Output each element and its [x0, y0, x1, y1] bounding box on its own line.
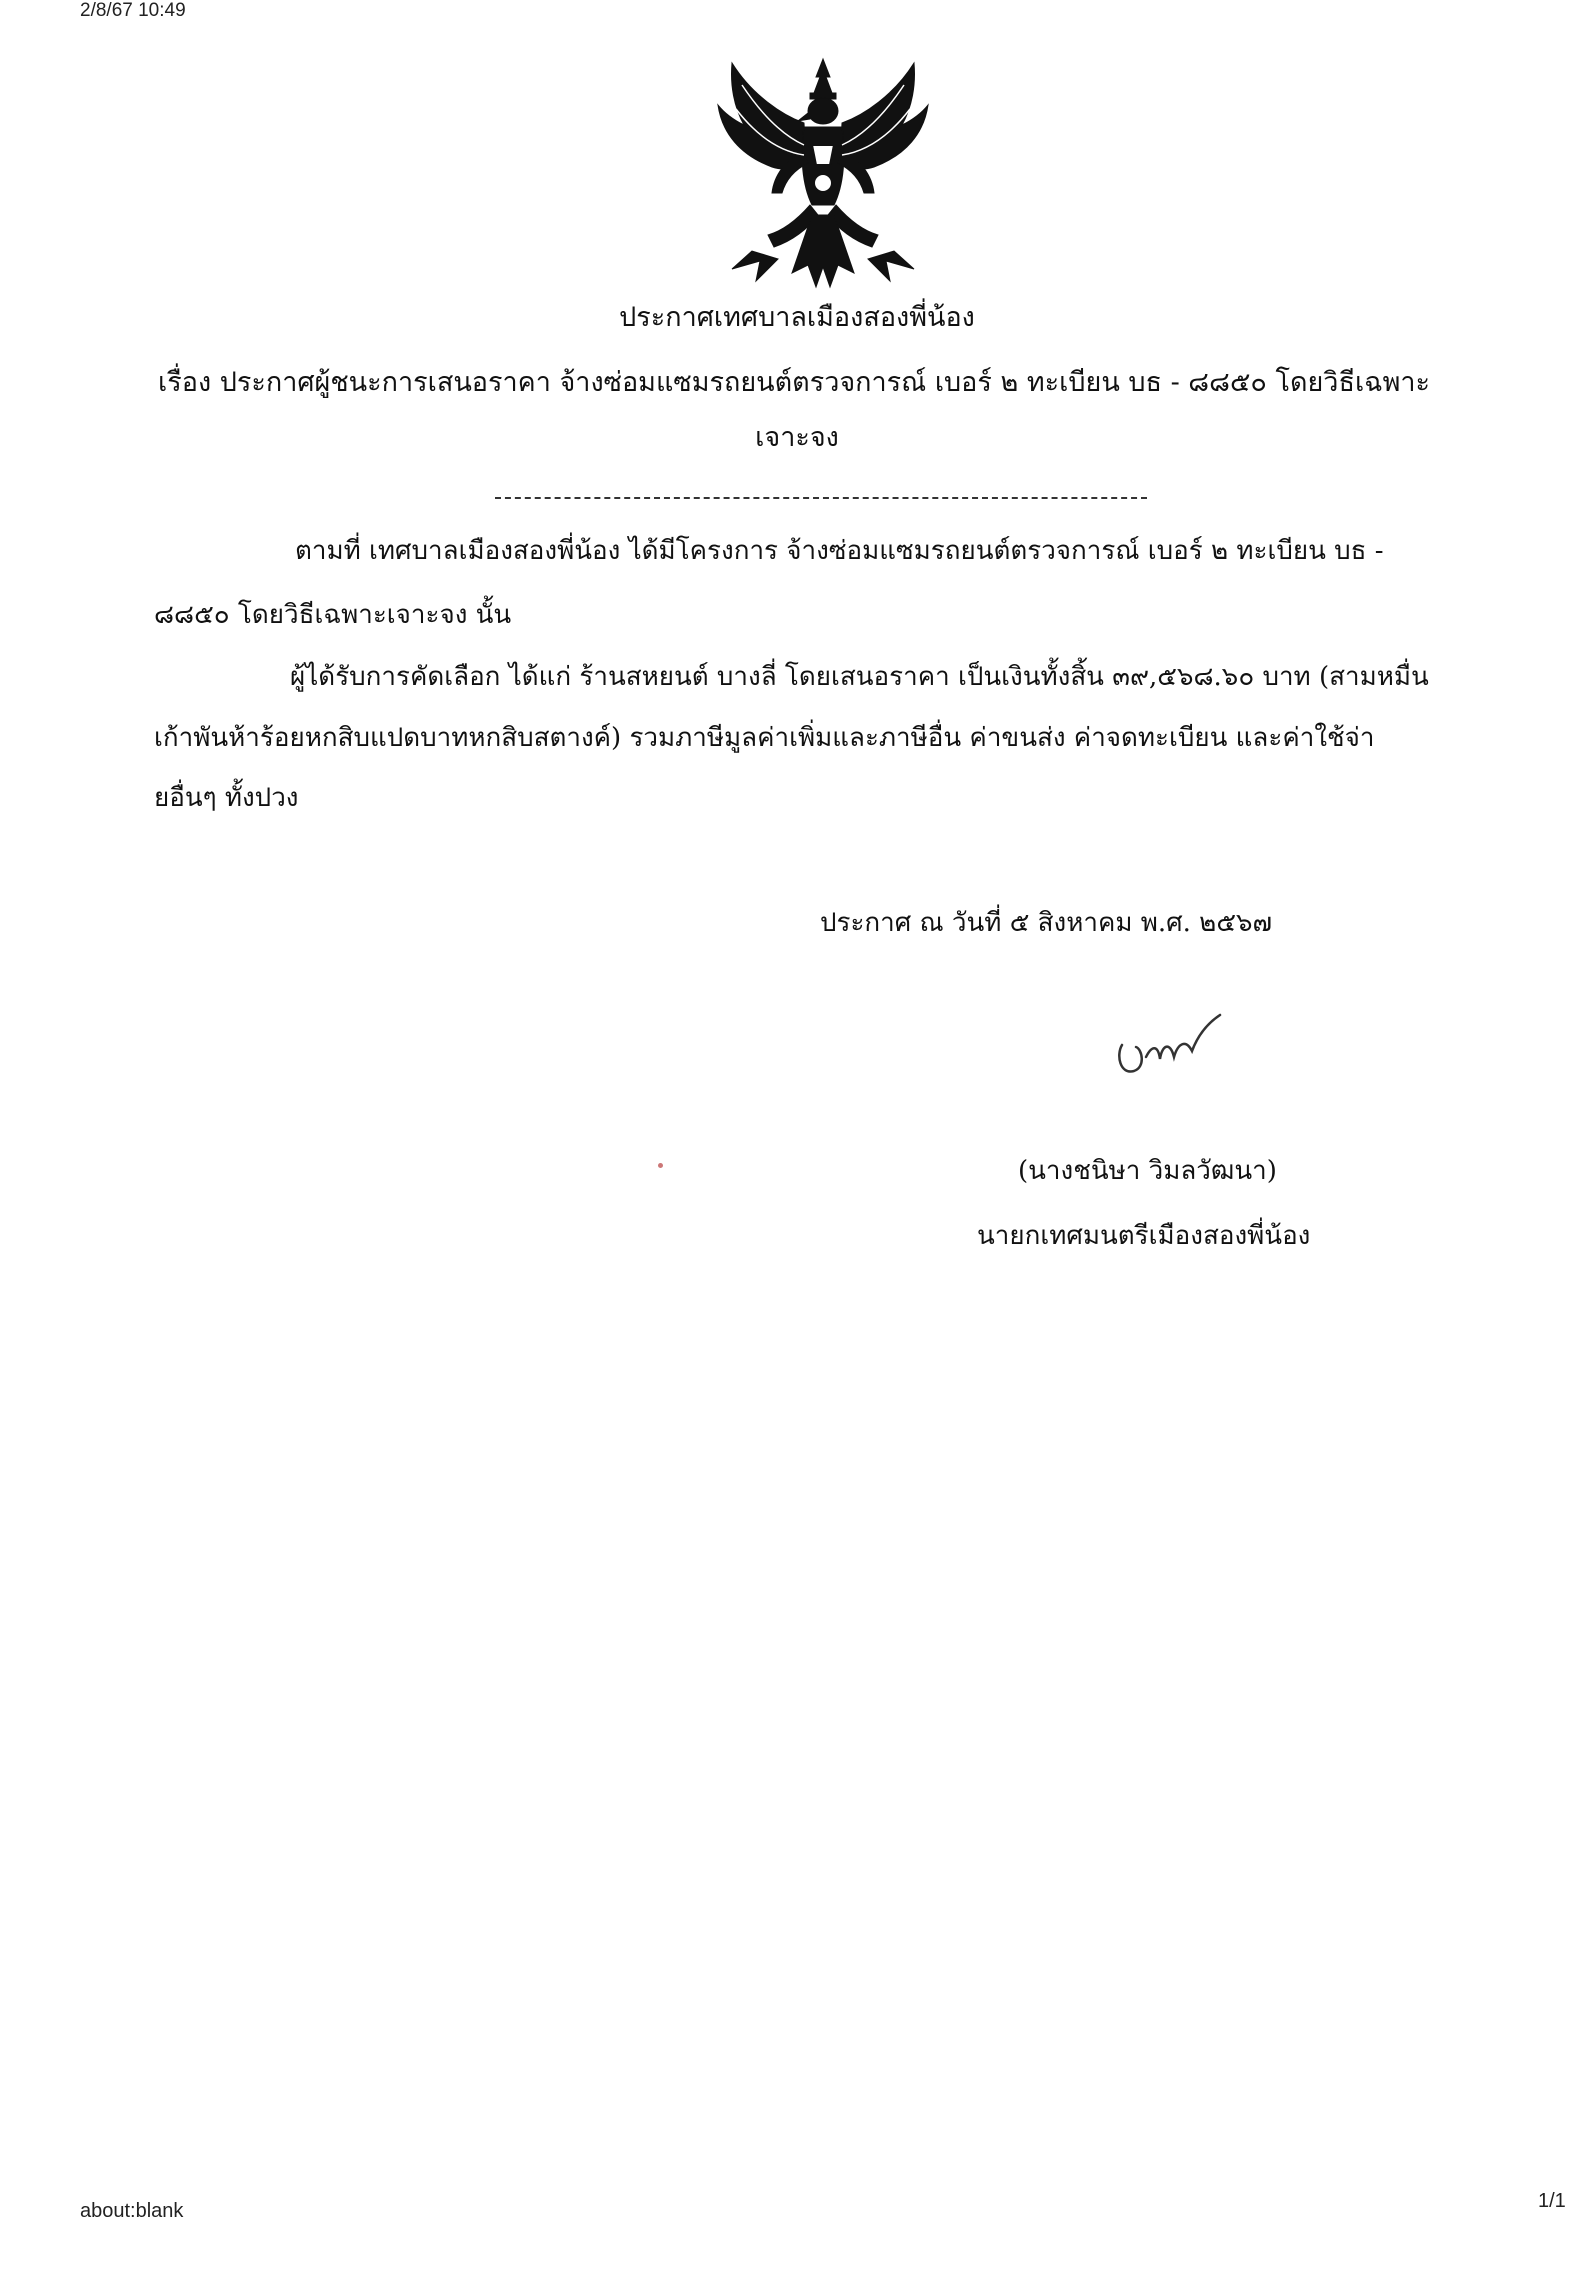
- announcement-date: ประกาศ ณ วันที่ ๕ สิงหาคม พ.ศ. ๒๕๖๗: [820, 908, 1273, 938]
- print-url: about:blank: [80, 2200, 184, 2222]
- document-title: ประกาศเทศบาลเมืองสองพี่น้อง: [619, 302, 975, 333]
- print-page-count: 1/1: [1538, 2190, 1566, 2212]
- handwritten-signature: [1112, 1005, 1232, 1085]
- scan-speck: [658, 1163, 663, 1168]
- paragraph-2-line-3: ยอื่นๆ ทั้งปวง: [154, 783, 299, 813]
- paragraph-2-line-1: ผู้ได้รับการคัดเลือก ได้แก่ ร้านสหยนต์ บางลี่ โดยเสนอราคา เป็นเงินทั้งสิ้น ๓๙,๕๖๘.๖๐ บาท (สามหมื่น: [290, 662, 1429, 692]
- document-subject-line-2: เจาะจง: [755, 422, 839, 453]
- garuda-emblem-icon: [712, 55, 934, 293]
- paragraph-1-line-1: ตามที่ เทศบาลเมืองสองพี่น้อง ได้มีโครงการ จ้างซ่อมแซมรถยนต์ตรวจการณ์ เบอร์ ๒ ทะเบียน บธ -: [295, 536, 1384, 566]
- print-timestamp: 2/8/67 10:49: [80, 0, 186, 21]
- paragraph-2-line-2: เก้าพันห้าร้อยหกสิบแปดบาทหกสิบสตางค์) รวมภาษีมูลค่าเพิ่มและภาษีอื่น ค่าขนส่ง ค่าจดทะเบียน และค่าใช้จ่า: [154, 723, 1375, 753]
- signer-title: นายกเทศมนตรีเมืองสองพี่น้อง: [977, 1221, 1311, 1251]
- paragraph-1-line-2: ๘๘๕๐ โดยวิธีเฉพาะเจาะจง นั้น: [154, 600, 512, 630]
- document-subject-line-1: เรื่อง ประกาศผู้ชนะการเสนอราคา จ้างซ่อมแซมรถยนต์ตรวจการณ์ เบอร์ ๒ ทะเบียน บธ - ๘๘๕๐ โดยวิธีเฉพาะ: [158, 367, 1431, 398]
- signer-name: (นางชนิษา วิมลวัฒนา): [1018, 1156, 1277, 1186]
- section-divider: [495, 497, 1147, 499]
